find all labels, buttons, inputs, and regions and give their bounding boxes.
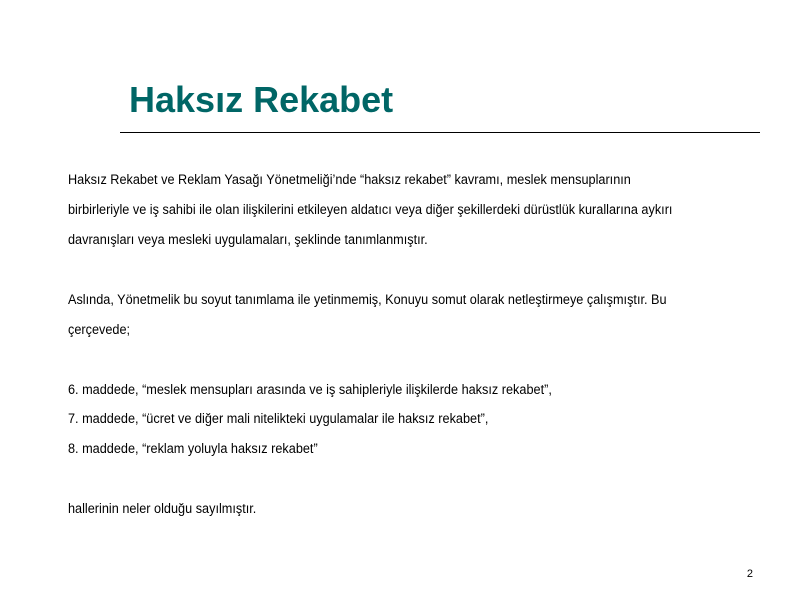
definition-line-1: Haksız Rekabet ve Reklam Yasağı Yönetmeliği’nde “haksız rekabet” kavramı, meslek mensuplarının (68, 172, 631, 187)
definition-line-3: davranışları veya mesleki uygulamaları, şeklinde tanımlanmıştır. (68, 232, 428, 247)
article-6-item: 6. maddede, “meslek mensupları arasında ve iş sahipleriyle ilişkilerde haksız rekabet”, (68, 382, 552, 397)
article-8-item: 8. maddede, “reklam yoluyla haksız rekabet” (68, 441, 318, 456)
slide-title: Haksız Rekabet (129, 79, 394, 120)
definition-line-2: birbirleriyle ve iş sahibi ile olan ilişkilerini etkileyen aldatıcı veya diğer şekillerdeki dürüstlük kurallarına aykırı (68, 202, 673, 217)
title-divider (120, 132, 760, 133)
closing-line: hallerinin neler olduğu sayılmıştır. (68, 501, 257, 516)
scope-line-2: çerçevede; (68, 322, 131, 337)
page-number: 2 (746, 568, 753, 580)
article-7-item: 7. maddede, “ücret ve diğer mali nitelikteki uygulamalar ile haksız rekabet”, (68, 411, 489, 426)
scope-line-1: Aslında, Yönetmelik bu soyut tanımlama ile yetinmemiş, Konuyu somut olarak netleştirmeye çalışmıştır. Bu (68, 292, 667, 307)
